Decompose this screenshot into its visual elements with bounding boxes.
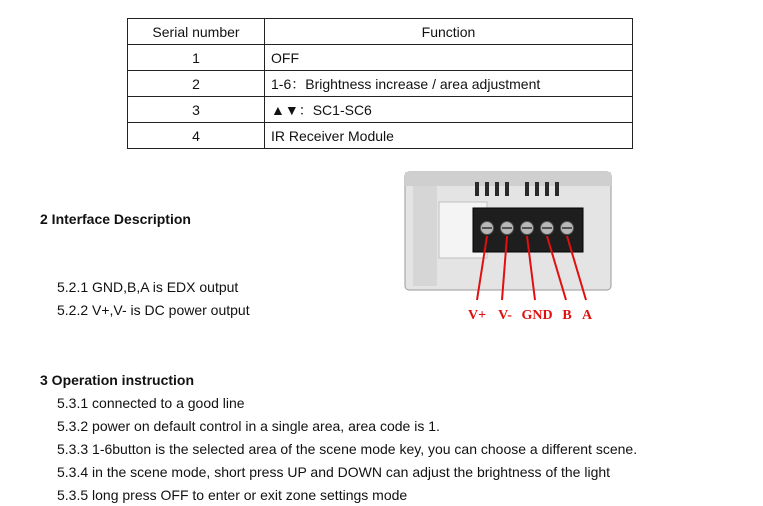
terminal-label-b: B	[562, 308, 572, 323]
operation-line: 5.3.4 in the scene mode, short press UP and DOWN can adjust the brightness of the light	[57, 464, 611, 480]
function-cell: 1-6：Brightness increase / area adjustment	[265, 71, 633, 97]
serial-cell: 2	[128, 71, 265, 97]
operation-line: 5.3.1 connected to a good line	[57, 395, 245, 411]
terminal-label-gnd: GND	[521, 308, 553, 323]
table-row	[128, 123, 633, 149]
serial-cell: 3	[128, 97, 265, 123]
interface-heading: 2 Interface Description	[40, 211, 191, 227]
table-header-row	[128, 19, 633, 45]
header-serial-number: Serial number	[128, 19, 265, 45]
table-row	[128, 45, 633, 71]
operation-line: 5.3.2 power on default control in a single area, area code is 1.	[57, 418, 440, 434]
function-table	[127, 18, 633, 149]
housing-side-wall	[413, 186, 437, 286]
operation-line: 5.3.3 1-6button is the selected area of the scene mode key, you can choose a different scene.	[57, 441, 638, 457]
function-cell: ▲▼：SC1-SC6	[265, 97, 633, 123]
operation-heading: 3 Operation instruction	[40, 372, 195, 388]
serial-cell: 1	[128, 45, 265, 71]
function-cell: OFF	[265, 45, 633, 71]
function-cell: IR Receiver Module	[265, 123, 633, 149]
terminal-label-vminus: V-	[498, 308, 512, 323]
table-row	[128, 71, 633, 97]
terminal-label-a: A	[581, 308, 593, 323]
interface-line: 5.2.2 V+,V- is DC power output	[57, 302, 250, 318]
header-function: Function	[265, 19, 633, 45]
serial-cell: 4	[128, 123, 265, 149]
terminal-block-figure	[403, 170, 613, 325]
operation-line: 5.3.5 long press OFF to enter or exit zone settings mode	[57, 487, 408, 503]
table-row	[128, 97, 633, 123]
terminal-label-vplus: V+	[467, 308, 487, 323]
interface-line: 5.2.1 GND,B,A is EDX output	[57, 279, 239, 295]
